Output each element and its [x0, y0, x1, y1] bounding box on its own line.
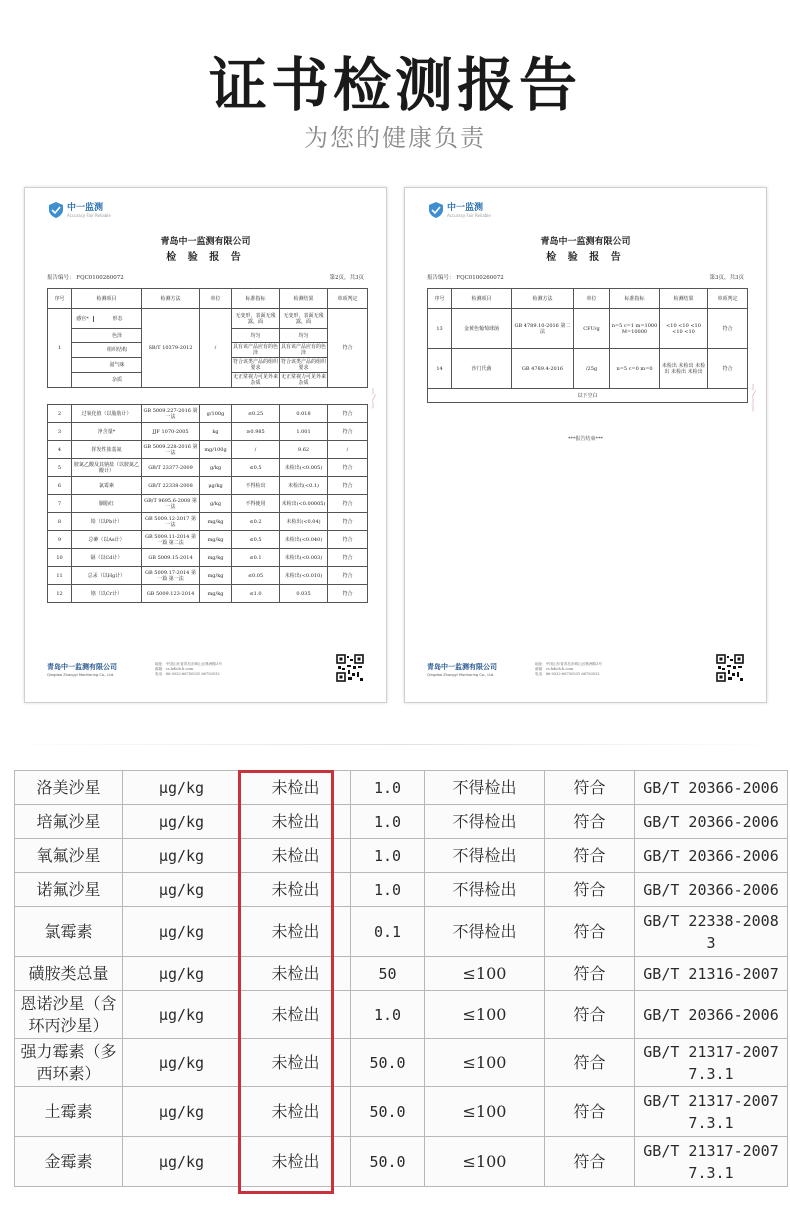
footer-company-en: Qingdao Zhongyi Monitoring Co., Ltd.: [47, 673, 115, 677]
footer-email-line: 邮箱：cs.hdich.h.com: [535, 667, 574, 671]
cell-unit: kg: [200, 423, 232, 441]
cell-result: 未检出: [241, 1039, 351, 1087]
cell-unit: mg/kg: [200, 513, 232, 531]
table-row: [48, 567, 368, 585]
cell-item: 感官*: [72, 316, 94, 322]
table-row: [15, 839, 788, 873]
cell-result: 未检出: [241, 957, 351, 991]
cell-item: 铅（以Pb计）: [72, 513, 142, 531]
cell-std: ≤100: [425, 1137, 545, 1187]
cell-item: 铬（以Cr计）: [72, 585, 142, 603]
table-row: [48, 459, 368, 477]
cell-unit: μg/kg: [123, 873, 241, 907]
table-row: [48, 531, 368, 549]
footer-address: [535, 662, 602, 677]
cell-std: ≤100: [425, 1087, 545, 1137]
detail-results-table: [14, 770, 788, 1187]
cell-item: 氧氟沙星: [15, 839, 123, 873]
cell-unit: μg/kg: [123, 957, 241, 991]
cell-no: 7: [48, 495, 72, 513]
cell-std: 不得检出: [425, 771, 545, 805]
cell-std: ≤100: [425, 957, 545, 991]
table-row: [15, 957, 788, 991]
table-row: [15, 873, 788, 907]
cell-unit: μg/kg: [200, 477, 232, 495]
report-footer: [427, 660, 744, 690]
cell-verdict: 符合: [328, 567, 368, 585]
cell-result: 未检出 未检出 未检出 未检出 未检出: [660, 349, 708, 389]
col-header: 序号: [48, 289, 72, 309]
cell-no: 13: [428, 309, 452, 349]
cell-unit: mg/kg: [200, 567, 232, 585]
cell-sub-name: 组织结构: [72, 343, 142, 358]
handwritten-mark: | ╱ |: [372, 388, 376, 409]
page-subtitle: 为您的健康负责: [304, 124, 486, 152]
cell-result: 未检出(<0.010): [280, 567, 328, 585]
cell-limit: 50.0: [351, 1087, 425, 1137]
cell-std: 无变形，表面无残露，面: [232, 309, 280, 329]
cell-method: GB/T 23377-2009: [142, 459, 200, 477]
cell-std: 符合该类产品的组织要求: [233, 359, 279, 371]
cell-limit: 1.0: [351, 873, 425, 907]
cell-method: GB/T 21317-2007 7.3.1: [635, 1039, 788, 1087]
cell-std: 不得检出: [425, 907, 545, 957]
cell-verdict: 符合: [328, 495, 368, 513]
cell-std: ≤0.1: [232, 549, 280, 567]
cell-result: 符合该类产品的组织要求: [281, 359, 327, 371]
cell-unit: mg/100g: [200, 441, 232, 459]
handwritten-mark: | ╱ | |: [752, 384, 756, 412]
report-number: 报告编号： FQC0100260072: [47, 275, 124, 281]
table-row: [428, 309, 748, 349]
cell-result: 均匀: [280, 329, 328, 343]
col-header: 检测结果: [280, 289, 328, 309]
table-row: [15, 907, 788, 957]
cell-no: 6: [48, 477, 72, 495]
table-row: [48, 477, 368, 495]
cell-verdict: 符合: [328, 459, 368, 477]
cell-item: 总砷（以As计）: [72, 531, 142, 549]
cell-item: 磺胺类总量: [15, 957, 123, 991]
footer-company: 青岛中一监测有限公司: [47, 663, 117, 671]
cell-std: n=5 c=0 m=0: [610, 349, 660, 389]
cell-verdict: 符合: [328, 585, 368, 603]
blank-note: 以下空白: [428, 389, 748, 403]
cell-no: 2: [48, 405, 72, 423]
cell-result: 未检出: [241, 991, 351, 1039]
cell-result: 未检出: [241, 839, 351, 873]
cell-verdict: 符合: [545, 805, 635, 839]
cell-std: ≤100: [425, 991, 545, 1039]
cell-item: 氯霉素: [15, 907, 123, 957]
cell-verdict: 符合: [708, 309, 748, 349]
cell-std: 不得检出: [232, 477, 280, 495]
cell-sub-name: 色泽: [72, 329, 142, 343]
cell-verdict: 符合: [328, 549, 368, 567]
table-row: [48, 309, 368, 329]
logo-text: 中一监测: [447, 202, 484, 213]
table-row: [48, 549, 368, 567]
cell-result: 未检出: [241, 907, 351, 957]
col-header: 单位: [200, 289, 232, 309]
cell-std: ≤0.25: [232, 405, 280, 423]
cell-verdict: 符合: [545, 957, 635, 991]
table-row: [15, 1039, 788, 1087]
cell-method: GB/T 20366-2006: [635, 873, 788, 907]
cell-item: 强力霉素（多西环素）: [15, 1039, 123, 1087]
cell-verdict: 符合: [328, 405, 368, 423]
cell-method: JJF 1070-2005: [142, 423, 200, 441]
cell-unit: μg/kg: [123, 1137, 241, 1187]
cell-item: 洛美沙星: [15, 771, 123, 805]
logo: [429, 202, 491, 218]
cell-unit: g/kg: [200, 459, 232, 477]
cell-method: GB/T 22338-2008: [142, 477, 200, 495]
cell-item: 金霉素: [15, 1137, 123, 1187]
cell-result: 无正常视力可见外来杂质: [281, 374, 327, 386]
col-header: 标准指标: [232, 289, 280, 309]
cell-item: 土霉素: [15, 1087, 123, 1137]
col-header: 检测方法: [142, 289, 200, 309]
end-note: ***报告结束***: [567, 436, 603, 442]
cell-verdict: 符合: [545, 873, 635, 907]
cell-std: 不得使用: [232, 495, 280, 513]
cell-method: GB/T 21317-2007 7.3.1: [635, 1137, 788, 1187]
cell-method: GB/T 20366-2006: [635, 805, 788, 839]
cell-result: 未检出: [241, 873, 351, 907]
cell-limit: 0.1: [351, 907, 425, 957]
cell-result: 未检出(<0.003): [280, 549, 328, 567]
cell-result: 未检出: [241, 805, 351, 839]
report-page-number: 第3页，共3页: [709, 275, 744, 281]
cell-sub-name: 滋气味: [72, 358, 142, 373]
cell-limit: 1.0: [351, 805, 425, 839]
cell-unit: g/100g: [200, 405, 232, 423]
cell-std: ≤0.5: [232, 531, 280, 549]
cell-method: GB 5009.12-2017 第一法: [142, 513, 200, 531]
cell-limit: 50.0: [351, 1039, 425, 1087]
cell-method: GB/T 21317-2007 7.3.1: [635, 1087, 788, 1137]
cell-unit: μg/kg: [123, 907, 241, 957]
cell-verdict: 符合: [545, 1039, 635, 1087]
cell-unit: mg/kg: [200, 531, 232, 549]
cell-item: 净含量*: [72, 423, 142, 441]
table-row: [15, 771, 788, 805]
table-header-row: [48, 289, 368, 309]
cell-sub-name: 杂质: [72, 373, 142, 388]
cell-unit: μg/kg: [123, 991, 241, 1039]
footer-address-line: 地址：中国山东省青岛市崂山区株洲路3号: [155, 662, 222, 666]
divider: [0, 744, 790, 745]
cell-unit: μg/kg: [123, 805, 241, 839]
cell-std: ≤0.5: [232, 459, 280, 477]
report-title: 检 验 报 告: [546, 252, 625, 263]
table-header-row: [428, 289, 748, 309]
cell-method: GB 5009.228-2016 第一法: [142, 441, 200, 459]
cell-std: ≤1.0: [232, 585, 280, 603]
col-header: 单项判定: [328, 289, 368, 309]
cell-method: GB/T 20366-2006: [635, 839, 788, 873]
cell-std: n=5 c=1 m=1000 M=10000: [610, 309, 660, 349]
cell-method: GB 4789.10-2016 第二法: [512, 309, 574, 349]
cell-method: GB 5009.123-2014: [142, 585, 200, 603]
logo-text: 中一监测: [67, 202, 104, 213]
table-row: [428, 349, 748, 389]
cell-result: 未检出: [241, 771, 351, 805]
cell-unit: CFU/g: [574, 309, 610, 349]
cell-item: 氯霉素: [72, 477, 142, 495]
cell-no: 10: [48, 549, 72, 567]
cell-unit: /25g: [574, 349, 610, 389]
cell-no: 1: [48, 309, 72, 388]
cell-result: 0.018: [280, 405, 328, 423]
cell-result: 未检出(<0.00005): [280, 495, 328, 513]
table-row: [15, 805, 788, 839]
cell-no: 12: [48, 585, 72, 603]
table-row: [15, 1137, 788, 1187]
cell-method: GB 5009.11-2014 第一篇 第二法: [142, 531, 200, 549]
cell-method: GB/T 21316-2007: [635, 957, 788, 991]
cell-unit: mg/kg: [200, 549, 232, 567]
cell-item: 金黄色葡萄球菌: [452, 309, 512, 349]
shield-logo-icon: [429, 202, 443, 218]
cell-std: 不得检出: [425, 873, 545, 907]
logo-subtext: Accuracy Fair Reliable: [67, 212, 111, 218]
cell-method: GB/T 9695.6-2008 第一法: [142, 495, 200, 513]
cell-verdict: 符合: [545, 991, 635, 1039]
cell-method: GB 5009.15-2014: [142, 549, 200, 567]
cell-method: GB 5009.17-2014 第一篇 第一法: [142, 567, 200, 585]
cell-method: GB/T 20366-2006: [635, 991, 788, 1039]
cell-unit: μg/kg: [123, 839, 241, 873]
footer-phone-line: 电话：86-0532-66750531 66750532: [535, 672, 600, 676]
cell-item: 过氧化值（以脂肪计）: [72, 405, 142, 423]
cell-limit: 50: [351, 957, 425, 991]
table-row: [48, 585, 368, 603]
cell-no: 11: [48, 567, 72, 585]
cell-no: 14: [428, 349, 452, 389]
cell-result: 未检出(<0.040): [280, 531, 328, 549]
cell-std: /: [232, 441, 280, 459]
table-row: [15, 1087, 788, 1137]
cell-result: 未检出(<0.1): [280, 477, 328, 495]
cell-limit: 1.0: [351, 771, 425, 805]
spec-table-rows: [47, 404, 368, 603]
report-footer: [47, 660, 364, 690]
cell-no: 4: [48, 441, 72, 459]
cell-item: 胺氮乙酸及其钠盐（以胺氮乙酸计）: [72, 459, 142, 477]
cell-unit: /: [200, 309, 232, 388]
cell-verdict: 符合: [328, 513, 368, 531]
col-header: 单位: [574, 289, 610, 309]
table-row: [48, 513, 368, 531]
page-title: 证书检测报告: [208, 51, 581, 119]
cell-std: ≤100: [425, 1039, 545, 1087]
cell-verdict: 符合: [545, 1087, 635, 1137]
cell-sub-item: [72, 309, 142, 329]
report-page-number: 第2页，共3页: [329, 275, 364, 281]
col-header: 检测项目: [452, 289, 512, 309]
cell-item: 总汞（以Hg计）: [72, 567, 142, 585]
cell-limit: 1.0: [351, 839, 425, 873]
cell-no: 5: [48, 459, 72, 477]
cell-sub-name: 形态: [112, 315, 123, 322]
cell-method: GB 4789.4-2016: [512, 349, 574, 389]
table-row: [48, 441, 368, 459]
report-page-2: [24, 187, 387, 703]
footer-company: 青岛中一监测有限公司: [427, 663, 497, 671]
cell-unit: mg/kg: [200, 585, 232, 603]
cell-item: 诺氟沙星: [15, 873, 123, 907]
logo: [49, 202, 111, 218]
report-company: 青岛中一监测有限公司: [540, 237, 631, 247]
qr-code-icon: [336, 654, 364, 682]
cell-result: 具有该产品应有的色泽: [281, 344, 327, 356]
cell-unit: g/kg: [200, 495, 232, 513]
cell-method: GB 5009.227-2016 第一法: [142, 405, 200, 423]
col-header: 检测方法: [512, 289, 574, 309]
table-row: [48, 405, 368, 423]
footer-company-en: Qingdao Zhongyi Monitoring Co., Ltd.: [427, 673, 495, 677]
col-header: 单项判定: [708, 289, 748, 309]
cell-result: <10 <10 <10 <10 <10: [660, 309, 708, 349]
footer-address: [155, 662, 222, 677]
footer-address-line: 地址：中国山东省青岛市崂山区株洲路3号: [535, 662, 602, 666]
shield-logo-icon: [49, 202, 63, 218]
cell-std: ≤0.05: [232, 567, 280, 585]
cell-result: 未检出: [241, 1087, 351, 1137]
cell-item: 镉（以Cd计）: [72, 549, 142, 567]
footer-phone-line: 电话：86-0532-66750531 66750532: [155, 672, 220, 676]
cell-verdict: 符合: [328, 423, 368, 441]
col-header: 检测项目: [72, 289, 142, 309]
cell-limit: 50.0: [351, 1137, 425, 1187]
cell-item: 胭脂红: [72, 495, 142, 513]
logo-subtext: Accuracy Fair Reliable: [447, 212, 491, 218]
cell-verdict: 符合: [328, 309, 368, 388]
cell-result: 0.035: [280, 585, 328, 603]
cell-method: SB/T 10379-2012: [142, 309, 200, 388]
cell-verdict: 符合: [545, 839, 635, 873]
cell-std: ≤0.2: [232, 513, 280, 531]
cell-verdict: 符合: [708, 349, 748, 389]
cell-method: GB/T 22338-2008 3: [635, 907, 788, 957]
cell-std: 不得检出: [425, 839, 545, 873]
cell-std: 不得检出: [425, 805, 545, 839]
table-row: [48, 495, 368, 513]
cell-no: 8: [48, 513, 72, 531]
cell-result: 9.62: [280, 441, 328, 459]
cell-no: 9: [48, 531, 72, 549]
cell-result: 未检出(<0.005): [280, 459, 328, 477]
cell-unit: μg/kg: [123, 1039, 241, 1087]
cell-item: 培氟沙星: [15, 805, 123, 839]
footer-email-line: 邮箱：cs.hdich.h.com: [155, 667, 194, 671]
cell-item: 恩诺沙星（含环丙沙星）: [15, 991, 123, 1039]
cell-result: 未检出(<0.04): [280, 513, 328, 531]
cell-verdict: 符合: [545, 907, 635, 957]
report-title: 检 验 报 告: [166, 252, 245, 263]
cell-verdict: 符合: [328, 531, 368, 549]
cell-unit: μg/kg: [123, 1087, 241, 1137]
cell-std: ≥0.985: [232, 423, 280, 441]
col-header: 检测结果: [660, 289, 708, 309]
cell-limit: 1.0: [351, 991, 425, 1039]
cell-std: 无正常视力可见外来杂质: [233, 374, 279, 386]
cell-no: 3: [48, 423, 72, 441]
spec-table: [427, 288, 748, 403]
cell-result: 1.001: [280, 423, 328, 441]
cell-item: 沙门氏菌: [452, 349, 512, 389]
col-header: 序号: [428, 289, 452, 309]
cell-result: 未检出: [241, 1137, 351, 1187]
col-header: 标准指标: [610, 289, 660, 309]
cell-verdict: 符合: [545, 771, 635, 805]
cell-std: 具有该产品应有的色泽: [233, 344, 279, 356]
cell-item: 挥发性盐基氮: [72, 441, 142, 459]
qr-code-icon: [716, 654, 744, 682]
table-row: [428, 389, 748, 403]
report-page-3: [404, 187, 767, 703]
report-number: 报告编号： FQC0100260072: [427, 275, 504, 281]
cell-verdict: 符合: [545, 1137, 635, 1187]
cell-unit: μg/kg: [123, 771, 241, 805]
report-company: 青岛中一监测有限公司: [160, 237, 251, 247]
cell-result: 无变形，表面无残露，面: [280, 309, 328, 329]
cell-verdict: /: [328, 441, 368, 459]
cell-verdict: 符合: [328, 477, 368, 495]
table-row: [48, 423, 368, 441]
cell-std: 均匀: [232, 329, 280, 343]
spec-table: [47, 288, 368, 388]
cell-method: GB/T 20366-2006: [635, 771, 788, 805]
table-row: [15, 991, 788, 1039]
